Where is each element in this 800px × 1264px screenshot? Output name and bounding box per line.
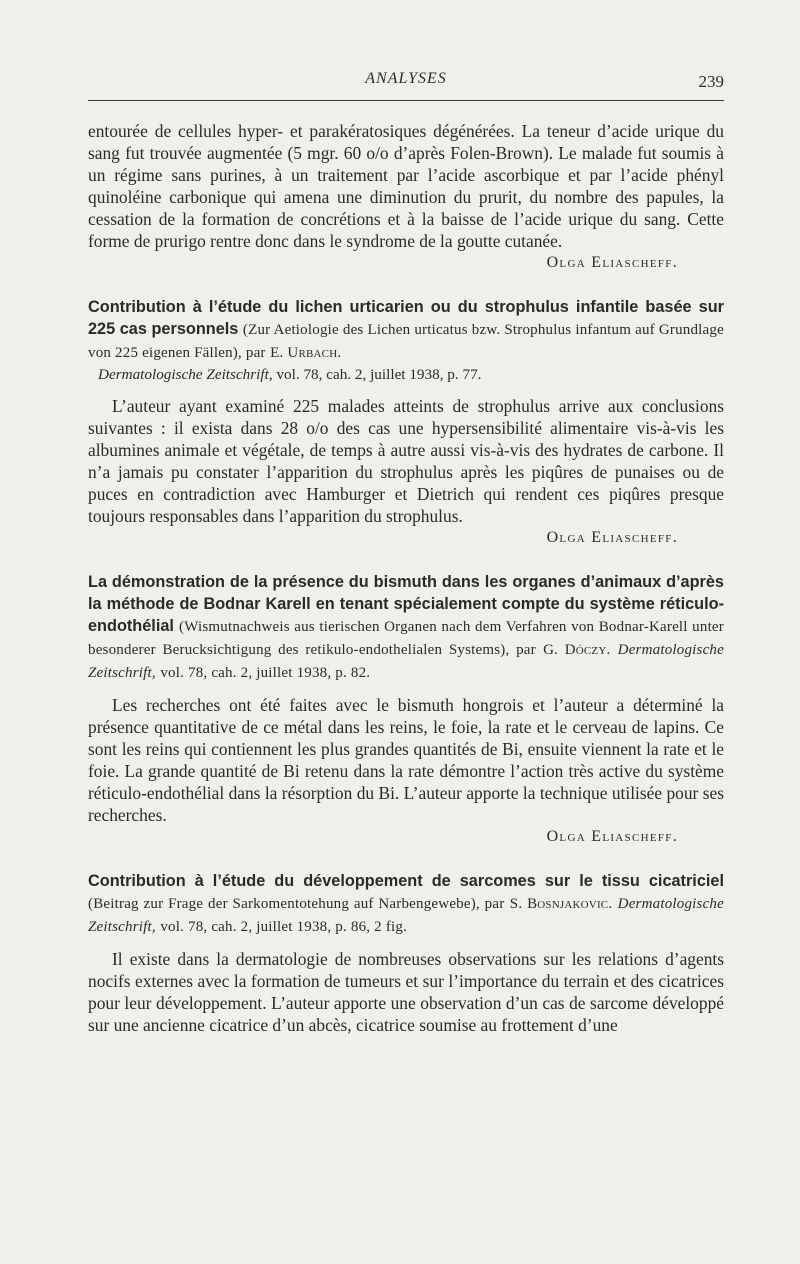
article-2-body: Les recherches ont été faites avec le bismuth hongrois et l’auteur a déterminé la présence quantitative de ce métal dans les reins, le foie, la rate et le cerveau de lapins. Ce sont les reins qui contiennent les plus grandes quantités de Bi, ensuite viennent la rate et le foie. La grande quantité de Bi retenu dans la rate démontre l’action très active du système réticulo-endothélial dans la résorption du Bi. L’auteur apporte la technique utilisée pour ses recherches.: [88, 695, 724, 825]
article-1-signature: Olga Eliascheff.: [546, 529, 678, 546]
article-1: [88, 296, 724, 549]
article-3-subtitle: (Beitrag zur Frage der Sarkomentotehung auf Narbengewebe), par: [88, 896, 505, 912]
article-1-heading: [88, 296, 724, 364]
article-2-author: G. Dóczy.: [543, 642, 611, 658]
article-3-citation: vol. 78, cah. 2, juillet 1938, p. 86, 2 fig.: [160, 919, 408, 935]
article-3-journal: Dermatologische Zeitschrift,: [88, 896, 724, 935]
article-1-body: L’auteur ayant examiné 225 malades atteints de strophulus arrive aux conclusions suivantes : il exista dans 28 o/o des cas une hypersensibilité alimentaire vis-à-vis les albumines animale et végétale, de temps à autre aussi vis-à-vis des hydrates de carbone. Il n’a jamais pu constater l’apparition du strophulus après les piqûres de punaises ou de puces en contradiction avec Hamburger et Dietrich qui rendent ces piqûres presque toujours responsables dans l’apparition du strophulus.: [88, 396, 724, 526]
article-2-subtitle: (Wismutnachweis aus tierischen Organen nach dem Verfahren von Bodnar-Karell unter besonderer Berucksichtigung des retikulo-endothelialen Systems), par: [88, 619, 724, 658]
intro-paragraph: entourée de cellules hyper- et parakératosiques dégénérées. La teneur d’acide urique du sang fut trouvée augmentée (5 mgr. 60 o/o d’après Folen-Brown). Le malade fut soumis à un régime sans purines, à un traitement par l’acide ascorbique et par l’acide phényl quinoléine carbonique qui amena une diminution du prurit, du nombre des papules, la cessation de la formation de concrétions et à la baisse de l’acide urique du sang. Cette forme de prurigo rentre donc dans le syndrome de la goutte cutanée.: [88, 121, 724, 251]
article-1-citation: vol. 78, cah. 2, juillet 1938, p. 77.: [276, 366, 482, 383]
header-rule: [88, 100, 724, 101]
article-1-reference: [88, 364, 724, 385]
article-2-citation: vol. 78, cah. 2, juillet 1938, p. 82.: [160, 665, 371, 681]
article-3-heading: [88, 870, 724, 938]
article-3-title: Contribution à l’étude du développement de sarcomes sur le tissu cicatriciel: [88, 872, 724, 890]
article-2-journal: Dermatologische Zeitschrift,: [88, 642, 724, 681]
article-1-journal: Dermatologische Zeitschrift,: [98, 366, 273, 383]
article-3: [88, 870, 724, 1036]
article-2-heading: [88, 571, 724, 684]
intro-signature: Olga Eliascheff.: [546, 254, 678, 271]
article-2-title: La démonstration de la présence du bismuth dans les organes d’animaux d’après la méthode de Bodnar Karell en tenant spécialement compte du système réticulo-endothélial: [88, 573, 724, 635]
article-3-body: Il existe dans la dermatologie de nombreuses observations sur les relations d’agents nocifs externes avec la formation de tumeurs et sur l’importance du terrain et des cicatrices pour leur développement. L’auteur apporte une observation d’un cas de sarcome développé sur une ancienne cicatrice d’un abcès, cicatrice soumise au frottement d’une: [88, 949, 724, 1035]
article-3-author: S. Bosnjakovic.: [509, 896, 613, 912]
page: [88, 0, 724, 1036]
article-1-title: Contribution à l’étude du lichen urticarien ou du strophulus infantile basée sur 225 cas personnels: [88, 298, 724, 338]
article-1-author: E. Urbach.: [270, 345, 342, 361]
article-1-subtitle: (Zur Aetiologie des Lichen urticatus bzw. Strophulus infantum auf Grundlage von 225 eigenen Fällen), par: [88, 322, 724, 361]
page-number: 239: [698, 72, 724, 91]
running-title: ANALYSES: [365, 70, 447, 87]
article-2: [88, 571, 724, 848]
page-header: [88, 0, 724, 107]
article-2-signature: Olga Eliascheff.: [546, 828, 678, 845]
